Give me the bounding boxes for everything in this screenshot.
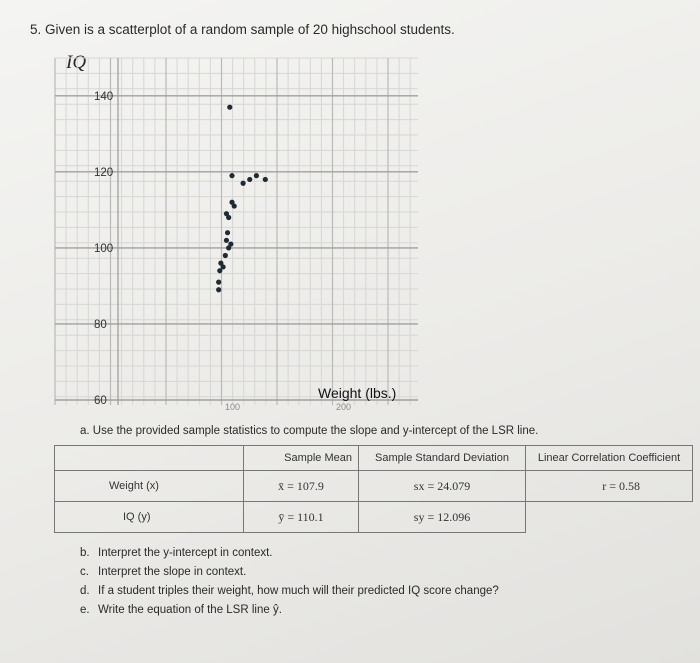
data-point: [216, 287, 221, 292]
question-text: Interpret the slope in context.: [98, 566, 247, 578]
data-points: [216, 105, 268, 293]
table-header-cell: Sample Mean: [244, 446, 359, 471]
iq-sd: sy = 12.096: [359, 502, 526, 533]
data-point: [254, 173, 259, 178]
table-row: [55, 471, 693, 502]
question-text: If a student triples their weight, how much will their predicted IQ score change?: [98, 585, 499, 597]
x-tick-label: 200: [336, 402, 352, 412]
question-list: [80, 544, 499, 620]
grid-lines: [55, 58, 418, 405]
question-a: [80, 425, 538, 437]
question-d: [80, 582, 499, 601]
y-tick-label: 120: [94, 166, 114, 179]
question-a-text: Use the provided sample statistics to compute the slope and y-intercept of the LSR line.: [92, 425, 539, 437]
question-text: Write the equation of the LSR line ŷ.: [98, 604, 282, 616]
question-a-letter: a.: [80, 425, 90, 437]
table-header-cell: [55, 446, 244, 471]
y-tick-label: 100: [94, 242, 114, 255]
row-label: Weight (x): [55, 471, 244, 502]
x-axis-label: Weight (lbs.): [318, 385, 397, 401]
y-tick-label: 140: [94, 90, 114, 103]
x-tick-label: 100: [225, 402, 241, 412]
weight-mean: x̄ = 107.9: [244, 471, 359, 502]
question-b: [80, 544, 499, 563]
iq-mean: ȳ = 110.1: [244, 502, 359, 533]
data-point: [229, 173, 234, 178]
data-point: [225, 230, 230, 235]
weight-sd: sx = 24.079: [359, 471, 526, 502]
table-header-cell: Linear Correlation Coefficient: [526, 446, 693, 471]
y-tick-label: 60: [94, 395, 107, 407]
data-point: [217, 268, 222, 273]
question-letter: c.: [80, 566, 89, 578]
question-letter: b.: [80, 547, 90, 559]
y-tick-label: 80: [94, 318, 107, 331]
table-header-cell: Sample Standard Deviation: [359, 446, 526, 471]
data-point: [241, 181, 246, 186]
problem-title: 5. Given is a scatterplot of a random sample of 20 highschool students.: [30, 22, 455, 37]
correlation-value: r = 0.58: [526, 471, 693, 502]
data-point: [224, 238, 229, 243]
data-point: [216, 280, 221, 285]
y-axis-label: IQ: [66, 52, 87, 73]
table-row: [55, 502, 693, 533]
question-text: Interpret the y-intercept in context.: [98, 547, 273, 559]
empty-cell: [526, 502, 693, 533]
data-point: [227, 105, 232, 110]
table-header-row: [55, 446, 693, 471]
data-point: [226, 245, 231, 250]
data-point: [223, 253, 228, 258]
data-point: [232, 203, 237, 208]
data-point: [226, 215, 231, 220]
question-c: [80, 563, 499, 582]
question-e: [80, 601, 499, 620]
question-letter: d.: [80, 585, 90, 597]
data-point: [247, 177, 252, 182]
statistics-table: [54, 445, 693, 533]
data-point: [263, 177, 268, 182]
row-label: IQ (y): [55, 502, 244, 533]
question-letter: e.: [80, 604, 90, 616]
